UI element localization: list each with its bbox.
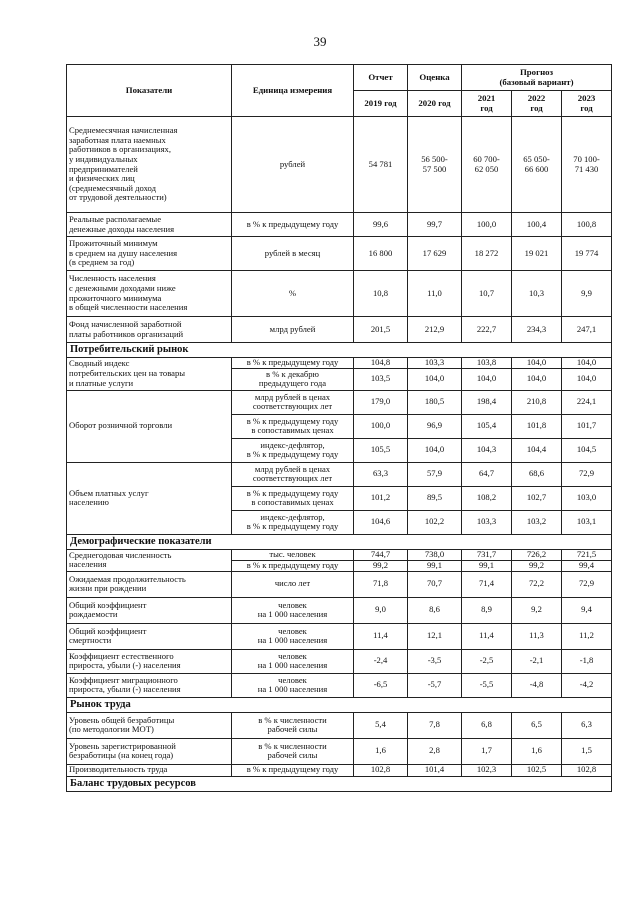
table-row-death-rate: [67, 623, 612, 649]
value-2020: 8,6: [408, 597, 462, 623]
value-2019: -6,5: [354, 673, 408, 697]
value-2021: 102,3: [462, 764, 512, 776]
value-2019: 1,6: [354, 738, 408, 764]
value-2022: 19 021: [512, 237, 562, 271]
value-2019: 100,0: [354, 414, 408, 438]
value-2022: 68,6: [512, 462, 562, 486]
unit-cell: в % к численности рабочей силы: [232, 712, 354, 738]
value-2019: 16 800: [354, 237, 408, 271]
value-2021: 60 700- 62 050: [462, 117, 512, 213]
table-row-productivity: [67, 764, 612, 776]
value-2022: 10,3: [512, 271, 562, 317]
unit-cell: рублей: [232, 117, 354, 213]
value-2020: 12,1: [408, 623, 462, 649]
forecast-table: [66, 64, 612, 792]
section-title: Демографические показатели: [67, 534, 612, 549]
value-2021: 18 272: [462, 237, 512, 271]
value-2023: 9,4: [562, 597, 612, 623]
header-year-2020: 2020 год: [408, 91, 462, 117]
value-2021: 6,8: [462, 712, 512, 738]
value-2020: 17 629: [408, 237, 462, 271]
indicator-label: Численность населения с денежными доходами ниже прожиточного минимума в общей численности населения: [67, 271, 232, 317]
table-row-population-1: [67, 549, 612, 560]
value-2020: 70,7: [408, 571, 462, 597]
value-2023: 6,3: [562, 712, 612, 738]
header-year-2023: 2023 год: [562, 91, 612, 117]
value-2021: 103,3: [462, 510, 512, 534]
table-row-unemployment-registered: [67, 738, 612, 764]
value-2021: 222,7: [462, 317, 512, 343]
value-2021: 99,1: [462, 560, 512, 571]
indicator-label: Среднемесячная начисленная заработная плата наемных работников в организациях, у индивидуальных предпринимателей и физических лиц (среднемесячный доход от трудовой деятельности): [67, 117, 232, 213]
unit-cell: млрд рублей в ценах соответствующих лет: [232, 390, 354, 414]
header-year-2019: 2019 год: [354, 91, 408, 117]
value-2019: 104,6: [354, 510, 408, 534]
unit-cell: в % к декабрю предыдущего года: [232, 368, 354, 390]
indicator-label: Фонд начисленной заработной платы работников организаций: [67, 317, 232, 343]
header-report: Отчет: [354, 65, 408, 91]
table-row-retail-1: [67, 390, 612, 414]
indicator-label: Оборот розничной торговли: [67, 390, 232, 462]
table-row-income: [67, 213, 612, 237]
value-2020: 11,0: [408, 271, 462, 317]
value-2021: 71,4: [462, 571, 512, 597]
section-title: Потребительский рынок: [67, 343, 612, 358]
value-2020: 212,9: [408, 317, 462, 343]
section-title: Баланс трудовых ресурсов: [67, 776, 612, 791]
indicator-label: Среднегодовая численность населения: [67, 549, 232, 571]
value-2023: 103,0: [562, 486, 612, 510]
value-2022: 210,8: [512, 390, 562, 414]
unit-cell: %: [232, 271, 354, 317]
unit-cell: тыс. человек: [232, 549, 354, 560]
unit-cell: человек на 1 000 населения: [232, 623, 354, 649]
value-2021: 104,0: [462, 368, 512, 390]
indicator-label: Общий коэффициент смертности: [67, 623, 232, 649]
unit-cell: млрд рублей: [232, 317, 354, 343]
table-row-payroll: [67, 317, 612, 343]
value-2022: 11,3: [512, 623, 562, 649]
indicator-label: Реальные располагаемые денежные доходы населения: [67, 213, 232, 237]
value-2020: 99,7: [408, 213, 462, 237]
value-2020: -5,7: [408, 673, 462, 697]
value-2020: 56 500- 57 500: [408, 117, 462, 213]
value-2019: 99,6: [354, 213, 408, 237]
value-2019: 63,3: [354, 462, 408, 486]
unit-cell: в % к предыдущему году в сопоставимых ценах: [232, 486, 354, 510]
value-2022: 234,3: [512, 317, 562, 343]
header-forecast: Прогноз (базовый вариант): [462, 65, 612, 91]
unit-cell: индекс-дефлятор, в % к предыдущему году: [232, 510, 354, 534]
unit-cell: в % к предыдущему году: [232, 764, 354, 776]
value-2021: 64,7: [462, 462, 512, 486]
value-2023: 247,1: [562, 317, 612, 343]
value-2019: 744,7: [354, 549, 408, 560]
unit-cell: в % к предыдущему году: [232, 358, 354, 369]
value-2023: -4,2: [562, 673, 612, 697]
table-row-cpi-1: [67, 358, 612, 369]
section-labor-balance: [67, 776, 612, 791]
value-2019: 9,0: [354, 597, 408, 623]
value-2019: 10,8: [354, 271, 408, 317]
indicator-label: Объем платных услуг населению: [67, 462, 232, 534]
value-2019: -2,4: [354, 649, 408, 673]
value-2020: 101,4: [408, 764, 462, 776]
value-2019: 5,4: [354, 712, 408, 738]
table-row-poverty: [67, 271, 612, 317]
table-row-unemployment-ilo: [67, 712, 612, 738]
value-2021: 104,3: [462, 438, 512, 462]
value-2021: 105,4: [462, 414, 512, 438]
value-2023: 72,9: [562, 462, 612, 486]
value-2022: 726,2: [512, 549, 562, 560]
value-2020: 738,0: [408, 549, 462, 560]
value-2019: 99,2: [354, 560, 408, 571]
value-2019: 201,5: [354, 317, 408, 343]
value-2022: 104,0: [512, 358, 562, 369]
header-unit: Единица измерения: [232, 65, 354, 117]
value-2020: 180,5: [408, 390, 462, 414]
header-year-2021: 2021 год: [462, 91, 512, 117]
value-2022: 9,2: [512, 597, 562, 623]
section-labor-market: [67, 697, 612, 712]
value-2019: 104,8: [354, 358, 408, 369]
value-2022: -2,1: [512, 649, 562, 673]
indicator-label: Ожидаемая продолжительность жизни при рождении: [67, 571, 232, 597]
value-2022: 104,0: [512, 368, 562, 390]
value-2019: 101,2: [354, 486, 408, 510]
page-number: 39: [313, 34, 327, 49]
unit-cell: человек на 1 000 населения: [232, 673, 354, 697]
indicator-label: Общий коэффициент рождаемости: [67, 597, 232, 623]
value-2019: 179,0: [354, 390, 408, 414]
value-2020: 57,9: [408, 462, 462, 486]
value-2023: 99,4: [562, 560, 612, 571]
value-2023: 19 774: [562, 237, 612, 271]
table-row-life-expectancy: [67, 571, 612, 597]
unit-cell: в % к предыдущему году в сопоставимых ценах: [232, 414, 354, 438]
value-2021: 10,7: [462, 271, 512, 317]
section-consumer-market: [67, 343, 612, 358]
value-2020: 102,2: [408, 510, 462, 534]
table-row-subsistence: [67, 237, 612, 271]
unit-cell: млрд рублей в ценах соответствующих лет: [232, 462, 354, 486]
value-2022: 103,2: [512, 510, 562, 534]
value-2020: 99,1: [408, 560, 462, 571]
indicator-label: Коэффициент миграционного прироста, убыли (-) населения: [67, 673, 232, 697]
unit-cell: в % к предыдущему году: [232, 560, 354, 571]
value-2021: 100,0: [462, 213, 512, 237]
unit-cell: в % к численности рабочей силы: [232, 738, 354, 764]
value-2021: -2,5: [462, 649, 512, 673]
value-2022: 72,2: [512, 571, 562, 597]
value-2021: 103,8: [462, 358, 512, 369]
value-2019: 11,4: [354, 623, 408, 649]
value-2023: 104,0: [562, 368, 612, 390]
value-2023: 101,7: [562, 414, 612, 438]
indicator-label: Уровень общей безработицы (по методологии МОТ): [67, 712, 232, 738]
value-2019: 54 781: [354, 117, 408, 213]
value-2020: -3,5: [408, 649, 462, 673]
indicator-label: Уровень зарегистрированной безработицы (на конец года): [67, 738, 232, 764]
value-2023: 104,0: [562, 358, 612, 369]
value-2019: 105,5: [354, 438, 408, 462]
value-2019: 103,5: [354, 368, 408, 390]
table-row-natural-growth: [67, 649, 612, 673]
value-2023: -1,8: [562, 649, 612, 673]
value-2022: 100,4: [512, 213, 562, 237]
header-indicators: Показатели: [67, 65, 232, 117]
value-2019: 71,8: [354, 571, 408, 597]
unit-cell: индекс-дефлятор, в % к предыдущему году: [232, 438, 354, 462]
value-2023: 721,5: [562, 549, 612, 560]
table-row-services-1: [67, 462, 612, 486]
value-2020: 104,0: [408, 438, 462, 462]
table-row-wage: [67, 117, 612, 213]
value-2022: -4,8: [512, 673, 562, 697]
table-row-migration-growth: [67, 673, 612, 697]
value-2023: 1,5: [562, 738, 612, 764]
value-2021: 8,9: [462, 597, 512, 623]
value-2020: 96,9: [408, 414, 462, 438]
value-2020: 89,5: [408, 486, 462, 510]
value-2020: 104,0: [408, 368, 462, 390]
value-2022: 102,7: [512, 486, 562, 510]
value-2023: 11,2: [562, 623, 612, 649]
value-2022: 102,5: [512, 764, 562, 776]
unit-cell: число лет: [232, 571, 354, 597]
section-title: Рынок труда: [67, 697, 612, 712]
unit-cell: человек на 1 000 населения: [232, 649, 354, 673]
header-row: [67, 65, 612, 91]
section-demographic: [67, 534, 612, 549]
value-2022: 1,6: [512, 738, 562, 764]
indicator-label: Сводный индекс потребительских цен на товары и платные услуги: [67, 358, 232, 391]
value-2022: 65 050- 66 600: [512, 117, 562, 213]
value-2021: 108,2: [462, 486, 512, 510]
value-2023: 224,1: [562, 390, 612, 414]
indicator-label: Коэффициент естественного прироста, убыли (-) населения: [67, 649, 232, 673]
value-2022: 99,2: [512, 560, 562, 571]
header-year-2022: 2022 год: [512, 91, 562, 117]
indicator-label: Прожиточный минимум в среднем на душу населения (в среднем за год): [67, 237, 232, 271]
value-2023: 9,9: [562, 271, 612, 317]
value-2022: 101,8: [512, 414, 562, 438]
value-2021: -5,5: [462, 673, 512, 697]
indicator-label: Производительность труда: [67, 764, 232, 776]
value-2020: 103,3: [408, 358, 462, 369]
value-2022: 6,5: [512, 712, 562, 738]
value-2023: 104,5: [562, 438, 612, 462]
value-2021: 1,7: [462, 738, 512, 764]
value-2021: 731,7: [462, 549, 512, 560]
value-2023: 102,8: [562, 764, 612, 776]
unit-cell: в % к предыдущему году: [232, 213, 354, 237]
value-2020: 7,8: [408, 712, 462, 738]
value-2021: 198,4: [462, 390, 512, 414]
value-2022: 104,4: [512, 438, 562, 462]
table-row-birth-rate: [67, 597, 612, 623]
value-2023: 70 100- 71 430: [562, 117, 612, 213]
value-2020: 2,8: [408, 738, 462, 764]
value-2021: 11,4: [462, 623, 512, 649]
unit-cell: рублей в месяц: [232, 237, 354, 271]
value-2019: 102,8: [354, 764, 408, 776]
header-estimate: Оценка: [408, 65, 462, 91]
value-2023: 100,8: [562, 213, 612, 237]
unit-cell: человек на 1 000 населения: [232, 597, 354, 623]
value-2023: 72,9: [562, 571, 612, 597]
value-2023: 103,1: [562, 510, 612, 534]
